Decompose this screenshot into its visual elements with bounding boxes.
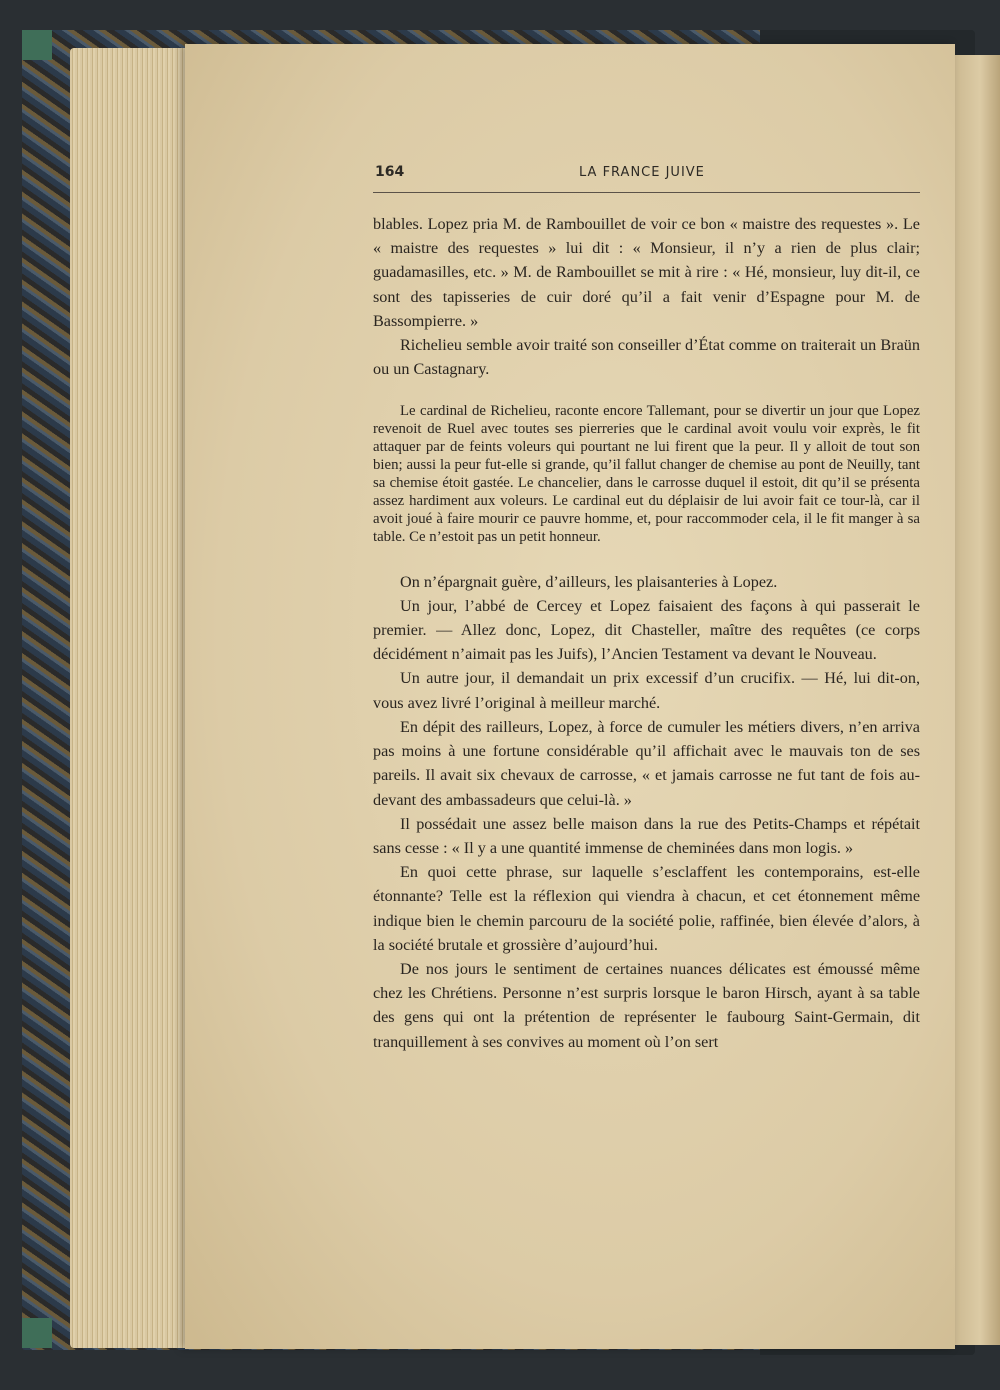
paragraph: blables. Lopez pria M. de Rambouillet de voir ce bon « maistre des requestes ». Le « maistre des requestes » lui dit : « Monsieur, il n’y a rien de plus clair; guadamasilles, etc. » M. de Rambouillet se mit à rire : « Hé, monsieur, luy dit-il, ce sont des tapisseries de cuir doré qu’il a fait venir d’Espagne pour M. de Bassompierre. » [373,215,920,330]
block-quote: Le cardinal de Richelieu, raconte encore Tallemant, pour se divertir un jour que Lopez revenoit de Ruel avec toutes ses pierreries que le cardinal avoit voulu voir exprès, le fit attaquer par de feints voleurs qui pourtant ne lui firent que la peur. Il y alloit de tout son bien; aussi la peur fut-elle si grande, qu’il fallut changer de chemise au pont de Neuilly, tant sa chemise étoit gastée. Le chancelier, dans le carrosse duquel il estoit, dit qu’il se présenta assez hardiment aux voleurs. Le cardinal eut du déplaisir de lui avoir fait ce tour-là, car il avoit joué à faire mourir ce pauvre homme, et, pour raccommoder cela, il le fit manger à sa table. Ce n’estoit pas un petit honneur. [373,403,920,545]
paragraph: Richelieu semble avoir traité son conseiller d’État comme on traiterait un Braün ou un Castagnary. [373,336,920,379]
page-header [373,162,920,193]
paragraph: On n’épargnait guère, d’ailleurs, les plaisanteries à Lopez. [400,572,778,591]
paragraph: Un autre jour, il demandait un prix excessif d’un crucifix. — Hé, lui dit-on, vous avez livré l’original à meilleur marché. [373,669,920,712]
page-number: 164 [375,164,405,180]
cover-corner-bottom [22,1318,52,1348]
paragraph: En dépit des railleurs, Lopez, à force de cumuler les métiers divers, n’en arriva pas moins à une fortune considérable qu’il affichait avec le mauvais ton de ses pareils. Il avait six chevaux de carrosse, « et jamais carrosse ne fut tant de fois au-devant des ambassadeurs que celui-là. » [373,717,920,809]
cover-corner-top [22,30,52,60]
paragraph: Un jour, l’abbé de Cercey et Lopez faisaient des façons à qui passerait le premier. — Allez donc, Lopez, dit Chasteller, maître des requêtes (ce corps décidément n’aimait pas les Juifs), l’Ancien Testament va devant le Nouveau. [373,596,920,664]
text-block [373,212,920,1054]
paragraph: Il possédait une assez belle maison dans la rue des Petits-Champs et répétait sans cesse : « Il y a une quantité immense de cheminées dans mon logis. » [373,814,920,857]
running-head: LA FRANCE JUIVE [579,165,705,180]
paragraph: De nos jours le sentiment de certaines nuances délicates est émoussé même chez les Chrétiens. Personne n’est surpris lorsque le baron Hirsch, ayant à sa table des gens qui ont la prétention de représenter le faubourg Saint-Germain, dit tranquillement à ses convives au moment où l’on sert [373,959,920,1051]
page-stack-edges [70,48,200,1348]
paragraph: En quoi cette phrase, sur laquelle s’esclaffent les contemporains, est-elle étonnante? Telle est la réflexion qui viendra à chacun, et cet étonnement même indique bien le chemin parcouru de la société polie, raffinée, bien élevée d’alors, à la société brutale et grossière d’aujourd’hui. [373,863,920,954]
facing-page-edge [950,55,1000,1345]
